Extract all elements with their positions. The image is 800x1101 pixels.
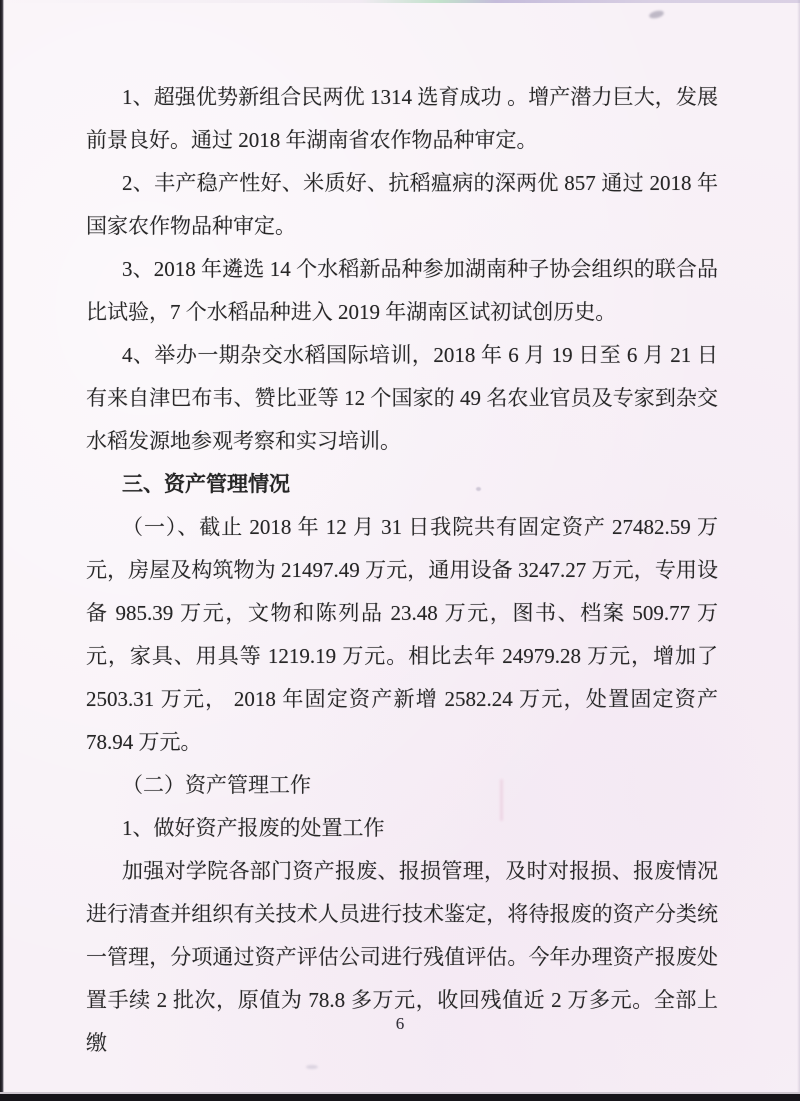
subsection-title-scrap-disposal: 1、做好资产报废的处置工作 xyxy=(122,816,385,840)
paragraph-international-training: 4、举办一期杂交水稻国际培训，2018 年 6 月 19 日至 6 月 21 日有来自津巴布韦、赞比亚等 12 个国家的 49 名农业官员及专家到杂交水稻发源地参观考察和实习培训。 xyxy=(86,343,718,453)
paragraph-variety-trials: 3、2018 年遴选 14 个水稻新品种参加湖南种子协会组织的联合品比试验，7 个水稻品种进入 2019 年湖南区试初试创历史。 xyxy=(86,257,718,324)
subsection-title-asset-work: （二）资产管理工作 xyxy=(122,773,311,797)
scan-artifact-mark xyxy=(306,1065,318,1069)
paragraph-rice-variety-1314: 1、超强优势新组合民两优 1314 选育成功 。增产潜力巨大，发展前景良好。通过 2018 年湖南省农作物品种审定。 xyxy=(86,85,718,152)
page-number: 6 xyxy=(395,1014,405,1033)
scan-edge-left xyxy=(0,0,4,1101)
paragraph-rice-variety-857: 2、丰产稳产性好、米质好、抗稻瘟病的深两优 857 通过 2018 年国家农作物品种审定。 xyxy=(86,171,718,238)
scan-edge-bottom xyxy=(0,1092,800,1101)
paragraph-scrap-management: 加强对学院各部门资产报废、报损管理，及时对报损、报废情况进行清查并组织有关技术人员进行技术鉴定，将待报废的资产分类统一管理，分项通过资产评估公司进行残值评估。今年办理资产报废处置手续 2 批次，原值为 78.8 多万元，收回残值近 2 万多元。全部上缴 xyxy=(86,859,718,1055)
document-body xyxy=(86,76,718,1065)
scan-edge-top xyxy=(0,0,800,3)
paragraph-fixed-assets-summary: （一）、截止 2018 年 12 月 31 日我院共有固定资产 27482.59 万元，房屋及构筑物为 21497.49 万元，通用设备 3247.27 万元，专用设备 985.39 万元，文物和陈列品 23.48 万元，图书、档案 509.77 万元，家具、用具等 1219.19 万元。相比去年 24979.28 万元，增加了 2503.31 万元， 2018 年固定资产新增 2582.24 万元，处置固定资产 78.94 万元。 xyxy=(86,515,718,754)
section-heading-asset-management: 三、资产管理情况 xyxy=(122,472,290,496)
scan-artifact-smudge xyxy=(648,9,664,19)
